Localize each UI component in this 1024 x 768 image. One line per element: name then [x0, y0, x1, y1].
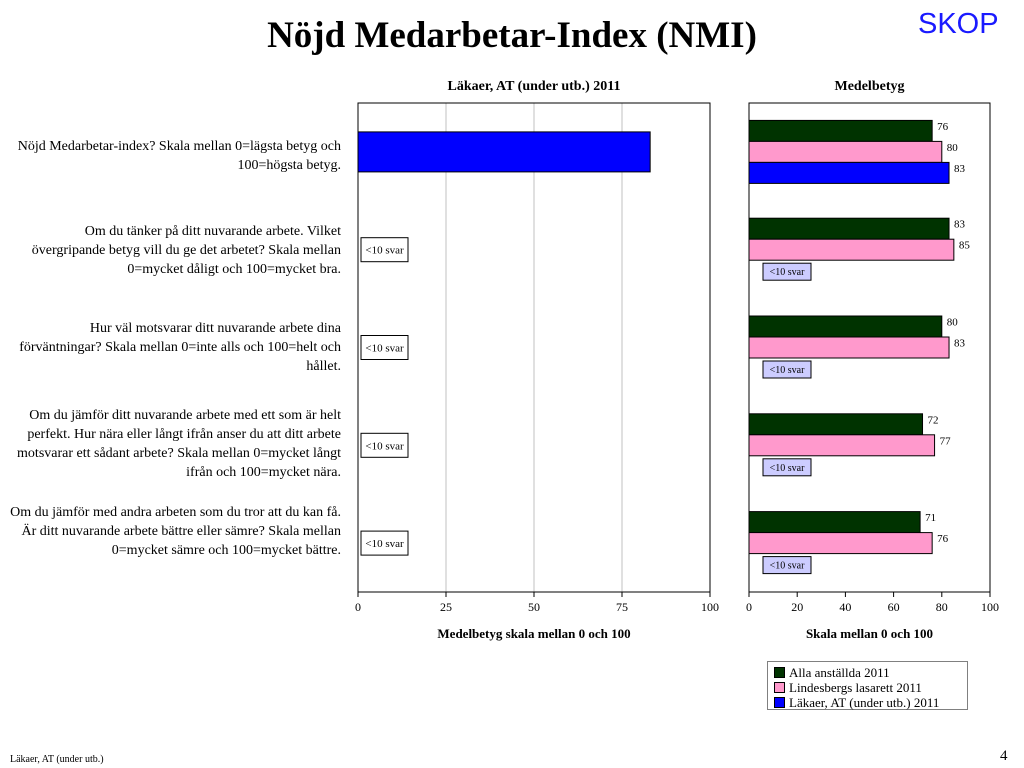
legend-swatch: [774, 697, 785, 708]
data-label: 76: [937, 120, 949, 133]
data-label: 71: [925, 512, 937, 525]
bar: [749, 218, 949, 239]
annotation-label: <10 svar: [769, 462, 805, 474]
bar: [749, 337, 949, 358]
footer-label: Läkaer, AT (under utb.): [10, 754, 104, 765]
right-chart-xlabel: Skala mellan 0 och 100: [805, 626, 934, 641]
data-label: 77: [939, 435, 951, 448]
bar: [749, 239, 954, 260]
legend-item: [774, 680, 967, 695]
x-tick-label: 40: [839, 600, 852, 614]
page-number: 4: [1000, 748, 1008, 764]
bar: [749, 162, 949, 183]
data-label: 76: [937, 533, 949, 546]
left-chart-xlabel: Medelbetyg skala mellan 0 och 100: [437, 626, 631, 641]
data-label: 83: [954, 337, 966, 350]
bar: [749, 141, 942, 162]
x-tick-label: 80: [935, 600, 948, 614]
question-3: Hur väl motsvarar ditt nuvarande arbete dina förväntningar? Skala mellan 0=inte alls och 100=helt och hållet.: [19, 321, 341, 374]
data-label: 83: [954, 162, 966, 175]
question-2: Om du tänker på ditt nuvarande arbete. Vilket övergripande betyg vill du ge det arbetet? Skala mellan 0=mycket dåligt och 100=mycket bra.: [31, 224, 341, 277]
data-label: 85: [958, 239, 970, 252]
annotation-label: <10 svar: [365, 538, 404, 551]
question-4: Om du jämför ditt nuvarande arbete med ett som är helt perfekt. Hur nära eller långt ifrån anser du att ditt arbete motsvarar ett sådant arbete? Skala mellan 0=mycket långt ifrån och 100=mycket nära.: [17, 408, 341, 480]
bar: [749, 316, 942, 337]
x-tick-label: 60: [887, 600, 900, 614]
x-tick-label: 0: [355, 600, 361, 614]
bar: [749, 120, 932, 141]
data-label: 83: [954, 218, 966, 231]
annotation-label: <10 svar: [365, 440, 404, 453]
annotation-label: <10 svar: [365, 244, 404, 257]
left-chart-title: Läkaer, AT (under utb.) 2011: [447, 79, 621, 94]
bar: [749, 512, 920, 533]
left-chart: [340, 95, 740, 625]
question-5: Om du jämför med andra arbeten som du tror att du kan få. Är ditt nuvarande arbete bättre eller sämre? Skala mellan 0=mycket sämre och 100=mycket bättre.: [10, 505, 341, 558]
x-tick-label: 25: [440, 600, 452, 614]
right-chart-title: Medelbetyg: [834, 79, 905, 94]
right-chart: [735, 95, 1010, 625]
legend-label: Lindesbergs lasarett 2011: [789, 680, 922, 695]
bar: [749, 414, 923, 435]
data-label: 80: [946, 141, 958, 154]
x-tick-label: 75: [616, 600, 628, 614]
legend: [767, 661, 968, 710]
legend-label: Läkaer, AT (under utb.) 2011: [789, 695, 940, 710]
data-label: 72: [927, 414, 939, 427]
x-tick-label: 0: [746, 600, 752, 614]
legend-item: [774, 665, 967, 680]
data-label: 80: [946, 316, 958, 329]
x-tick-label: 100: [981, 600, 999, 614]
annotation-label: <10 svar: [769, 560, 805, 572]
legend-swatch: [774, 682, 785, 693]
legend-item: [774, 695, 967, 710]
annotation-label: <10 svar: [769, 365, 805, 376]
x-tick-label: 50: [528, 600, 540, 614]
annotation-label: <10 svar: [769, 267, 805, 279]
x-tick-label: 20: [791, 600, 804, 614]
bar: [749, 435, 935, 456]
page-title: Nöjd Medarbetar-Index (NMI): [267, 15, 757, 56]
bar: [358, 132, 650, 172]
question-1: Nöjd Medarbetar-index? Skala mellan 0=lägsta betyg och 100=högsta betyg.: [17, 139, 341, 173]
bar: [749, 533, 932, 554]
annotation-label: <10 svar: [365, 342, 404, 355]
brand-logo: SKOP: [918, 8, 999, 40]
legend-label: Alla anställda 2011: [789, 665, 890, 680]
legend-swatch: [774, 667, 785, 678]
x-tick-label: 100: [701, 600, 719, 614]
